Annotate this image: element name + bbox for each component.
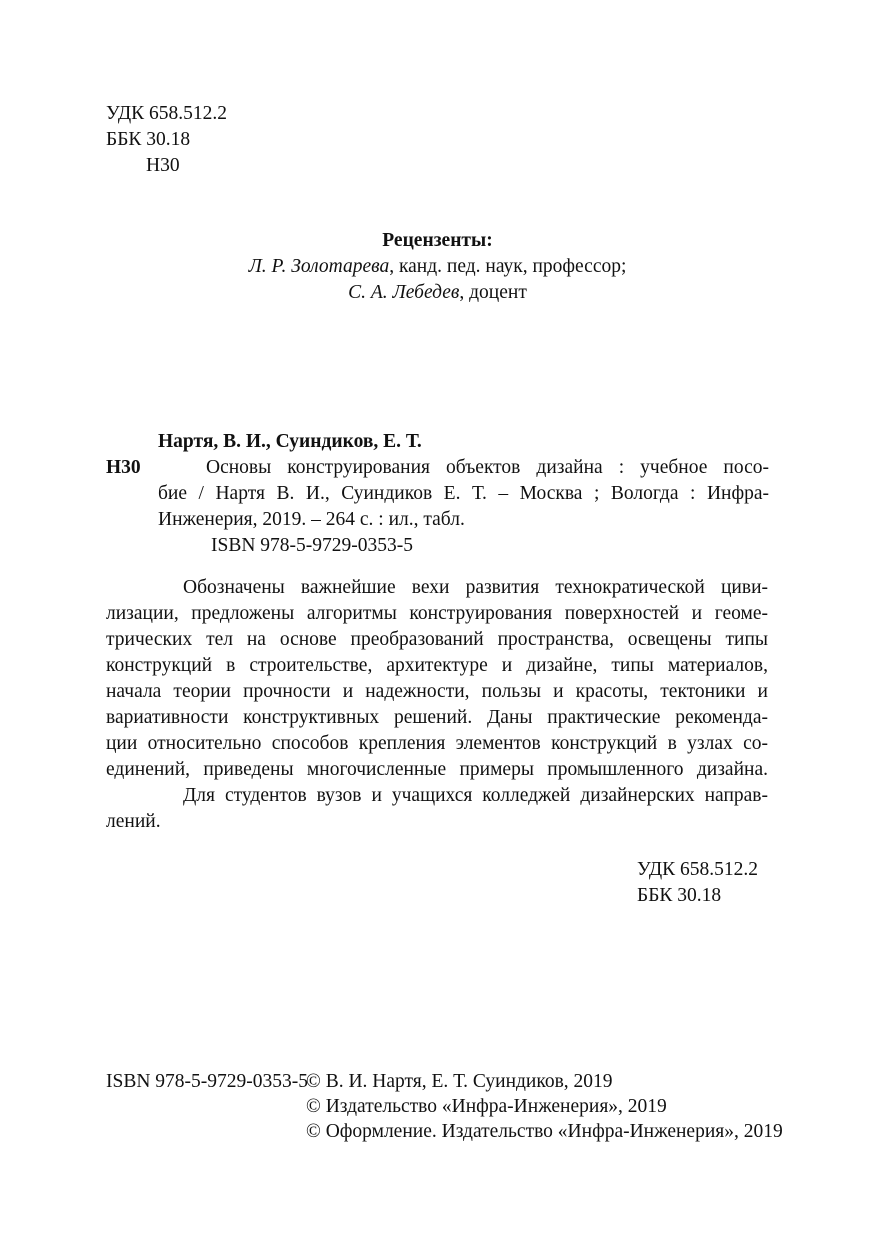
bibliography-line: бие / Нартя В. И., Суиндиков Е. Т. – Москва ; Вологда : Инфра- — [158, 483, 769, 504]
reviewers-heading: Рецензенты: — [382, 230, 493, 251]
bbk-code: ББК 30.18 — [106, 129, 191, 150]
reviewer-line — [0, 280, 875, 306]
bottom-bbk-code: ББК 30.18 — [637, 885, 722, 906]
reviewer-details: , канд. пед. наук, профессор; — [389, 256, 627, 277]
annotation-line: Обозначены важнейшие вехи развития технократической циви- — [183, 577, 768, 598]
bibliography-isbn: ISBN 978-5-9729-0353-5 — [211, 535, 414, 556]
annotation-line: лизации, предложены алгоритмы конструирования поверхностей и геоме- — [106, 603, 768, 624]
author-sign: Н30 — [146, 155, 180, 176]
audience-line: лений. — [106, 811, 161, 832]
reviewer-details: , доцент — [459, 282, 527, 303]
annotation-line: конструкций в строительстве, архитектуре и дизайне, типы материалов, — [106, 655, 768, 676]
annotation-line: начала теории прочности и надежности, пользы и красоты, тектоники и — [106, 681, 768, 702]
annotation-line: ции относительно способов крепления элементов конструкций в узлах со- — [106, 733, 768, 754]
copyright-line: © Издательство «Инфра-Инженерия», 2019 — [306, 1096, 667, 1117]
bibliography-authors: Нартя, В. И., Суиндиков, Е. Т. — [158, 431, 422, 452]
copyright-line: © Оформление. Издательство «Инфра-Инженерия», 2019 — [306, 1121, 783, 1142]
reviewer-name: С. А. Лебедев — [348, 282, 460, 303]
audience-line: Для студентов вузов и учащихся колледжей дизайнерских направ- — [183, 785, 768, 806]
udk-code: УДК 658.512.2 — [106, 103, 228, 124]
copyright-isbn: ISBN 978-5-9729-0353-5 — [106, 1071, 309, 1092]
reviewer-name: Л. Р. Золотарева — [248, 256, 390, 277]
annotation-line: вариативности конструктивных решений. Даны практические рекоменда- — [106, 707, 768, 728]
annotation-line: трических тел на основе преобразований пространства, освещены типы — [106, 629, 768, 650]
reviewer-line — [0, 254, 875, 280]
bibliography-line: Инженерия, 2019. – 264 с. : ил., табл. — [158, 509, 465, 530]
bibliography-sign: Н30 — [106, 457, 141, 478]
annotation-line: единений, приведены многочисленные примеры промышленного дизайна. — [106, 759, 768, 780]
bibliography-line: Основы конструирования объектов дизайна : учебное посо- — [206, 457, 769, 478]
bottom-udk-code: УДК 658.512.2 — [637, 859, 759, 880]
copyright-line: © В. И. Нартя, Е. Т. Суиндиков, 2019 — [306, 1071, 613, 1092]
